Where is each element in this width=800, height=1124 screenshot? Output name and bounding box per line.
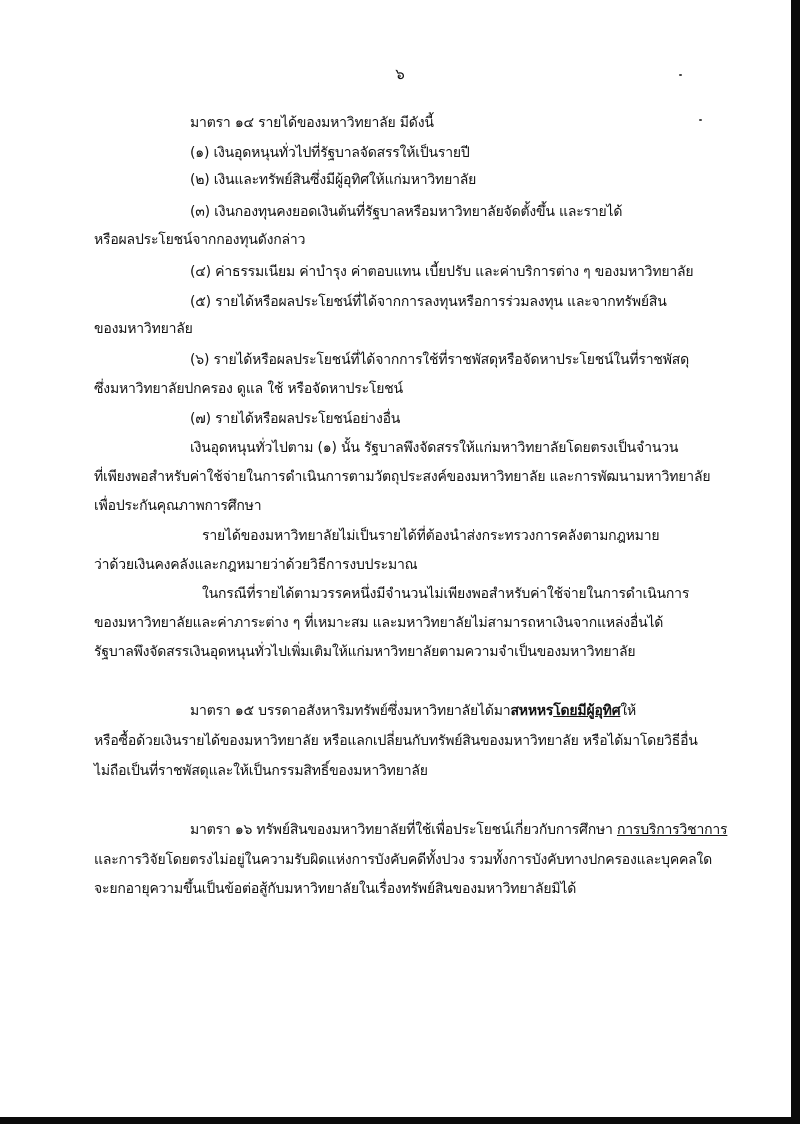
section-15-cont: หรือซื้อด้วยเงินรายได้ของมหาวิทยาลัย หรือแลกเปลี่ยนกับทรัพย์สินของมหาวิทยาลัย หรือได้มาโดยวิธีอื่น	[94, 733, 698, 749]
section-15-struck-text: สหหหร	[510, 703, 554, 719]
section-14-item-3: (๓) เงินกองทุนคงยอดเงินต้นที่รัฐบาลหรือมหาวิทยาลัยจัดตั้งขึ้น และรายได้	[190, 204, 623, 220]
section-15-end-text: ให้	[620, 703, 637, 719]
section-14-para-2: เงินอุดหนุนทั่วไปตาม (๑) นั้น รัฐบาลพึงจัดสรรให้แก่มหาวิทยาลัยโดยตรงเป็นจำนวน	[190, 440, 679, 456]
section-14-para-2-cont: เพื่อประกันคุณภาพการศึกษา	[94, 498, 262, 514]
section-14-item-6: (๖) รายได้หรือผลประโยชน์ที่ได้จากการใช้ที่ราชพัสดุหรือจัดหาประโยชน์ในที่ราชพัสดุ	[190, 352, 689, 368]
section-14-heading: มาตรา ๑๔ รายได้ของมหาวิทยาลัย มีดังนี้	[190, 115, 434, 131]
page-number: ๖	[395, 65, 405, 83]
section-15-heading	[190, 701, 636, 721]
section-14-item-5-cont: ของมหาวิทยาลัย	[94, 321, 193, 337]
section-14-item-2: (๒) เงินและทรัพย์สินซึ่งมีผู้อุทิศให้แก่มหาวิทยาลัย	[190, 172, 477, 188]
section-16-cont: และการวิจัยโดยตรงไม่อยู่ในความรับผิดแห่งการบังคับคดีทั้งปวง รวมทั้งการบังคับทางปกครองและบุคคลใด	[94, 852, 713, 868]
section-14-para-3: รายได้ของมหาวิทยาลัยไม่เป็นรายได้ที่ต้องนำส่งกระทรวงการคลังตามกฎหมาย	[202, 528, 660, 544]
section-14-para-4-cont: รัฐบาลพึงจัดสรรเงินอุดหนุนทั่วไปเพิ่มเติมให้แก่มหาวิทยาลัยตามความจำเป็นของมหาวิทยาลัย	[94, 644, 636, 660]
scan-border-right	[791, 0, 800, 1124]
scan-speck	[699, 119, 702, 121]
section-15-text: มาตรา ๑๕ บรรดาอสังหาริมทรัพย์ซึ่งมหาวิทยาลัยได้มา	[190, 703, 511, 719]
section-14-para-2-cont: ที่เพียงพอสำหรับค่าใช้จ่ายในการดำเนินการตามวัตถุประสงค์ของมหาวิทยาลัย และการพัฒนามหาวิทยาลัย	[94, 469, 711, 485]
section-14-para-3-cont: ว่าด้วยเงินคงคลังและกฎหมายว่าด้วยวิธีการงบประมาณ	[94, 557, 418, 573]
section-14-item-7: (๗) รายได้หรือผลประโยชน์อย่างอื่น	[190, 411, 401, 427]
section-14-para-4-cont: ของมหาวิทยาลัยและค่าภาระต่าง ๆ ที่เหมาะสม และมหาวิทยาลัยไม่สามารถหาเงินจากแหล่งอื่นได้	[94, 615, 664, 631]
section-14-item-6-cont: ซึ่งมหาวิทยาลัยปกครอง ดูแล ใช้ หรือจัดหาประโยชน์	[94, 381, 403, 397]
section-14-item-3-cont: หรือผลประโยชน์จากกองทุนดังกล่าว	[94, 232, 306, 248]
section-15-cont: ไม่ถือเป็นที่ราชพัสดุและให้เป็นกรรมสิทธิ์ของมหาวิทยาลัย	[94, 763, 428, 779]
section-14-para-4: ในกรณีที่รายได้ตามวรรคหนึ่งมีจำนวนไม่เพียงพอสำหรับค่าใช้จ่ายในการดำเนินการ	[202, 586, 690, 602]
section-16-underlined-text: การบริการวิชาการ	[616, 822, 728, 838]
section-14-item-1: (๑) เงินอุดหนุนทั่วไปที่รัฐบาลจัดสรรให้เป็นรายปี	[190, 145, 470, 161]
section-16-text: มาตรา ๑๖ ทรัพย์สินของมหาวิทยาลัยที่ใช้เพื่อประโยชน์เกี่ยวกับการศึกษา	[190, 822, 617, 838]
section-16-cont: จะยกอายุความขึ้นเป็นข้อต่อสู้กับมหาวิทยาลัยในเรื่องทรัพย์สินของมหาวิทยาลัยมิได้	[94, 881, 577, 897]
section-15-underlined-text: โดยมีผู้อุทิศ	[553, 703, 621, 719]
section-16-heading	[190, 820, 727, 840]
scan-border-bottom	[0, 1117, 800, 1124]
section-14-item-4: (๔) ค่าธรรมเนียม ค่าบำรุง ค่าตอบแทน เบี้ยปรับ และค่าบริการต่าง ๆ ของมหาวิทยาลัย	[190, 264, 694, 280]
section-14-item-5: (๕) รายได้หรือผลประโยชน์ที่ได้จากการลงทุนหรือการร่วมลงทุน และจากทรัพย์สิน	[190, 294, 667, 310]
